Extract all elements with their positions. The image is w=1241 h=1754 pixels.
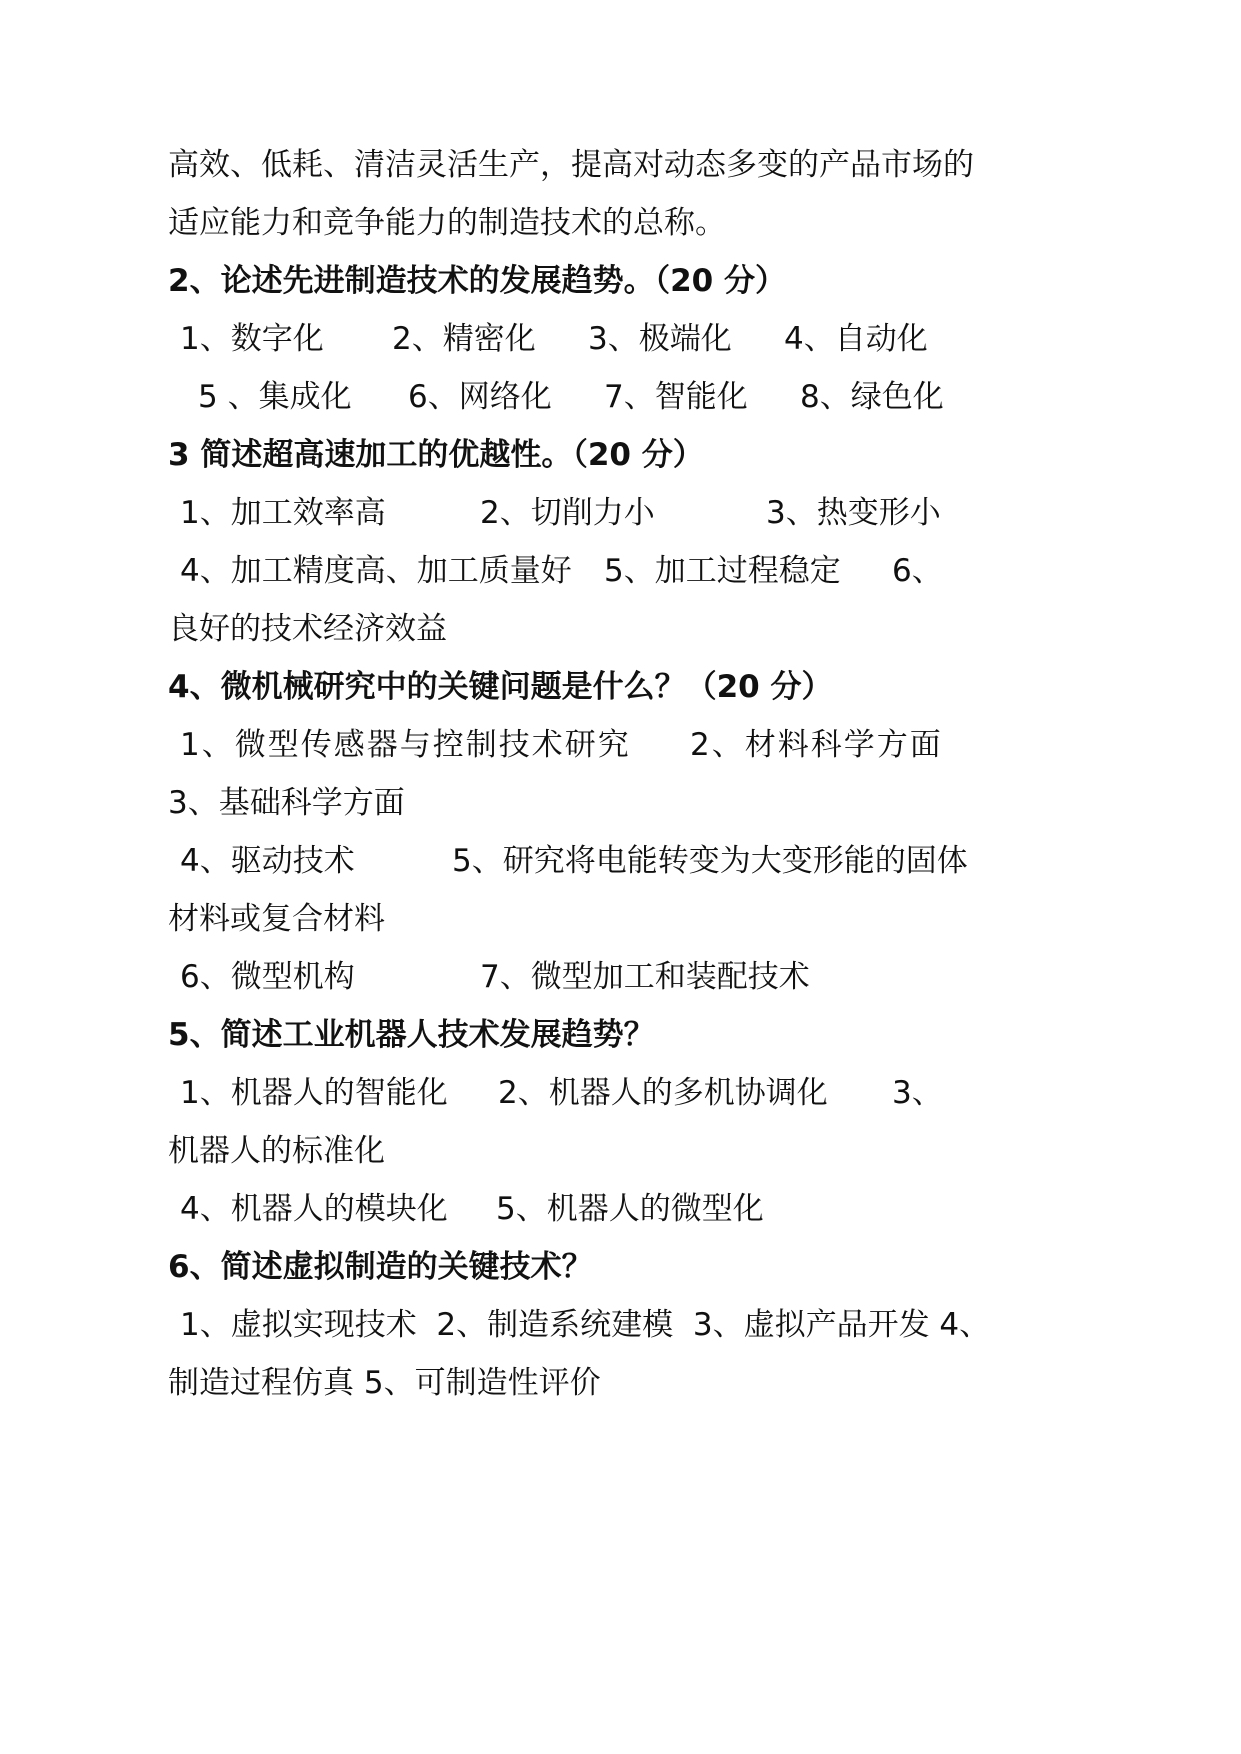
answer-item: 4、加工精度高、加工质量好: [180, 553, 572, 589]
question-5-answer-wrap: 机器人的标准化: [168, 1133, 385, 1169]
answer-item: 5、加工过程稳定: [604, 553, 841, 589]
question-4-answer-row-1: [180, 720, 960, 770]
question-3-answer-row-2: [180, 546, 960, 596]
answer-item: 4、驱动技术: [180, 843, 355, 879]
question-4-answer-wrap: 材料或复合材料: [168, 901, 385, 937]
question-5-answer-row-1: [180, 1068, 960, 1118]
answer-item: 7、微型加工和装配技术: [480, 959, 810, 995]
question-4-heading: 4、微机械研究中的关键问题是什么？（20 分）: [168, 669, 833, 705]
answer-item: 1、加工效率高: [180, 495, 386, 531]
answer-item: 5 、集成化: [198, 379, 352, 415]
question-3-heading: 3 简述超高速加工的优越性。（20 分）: [168, 437, 704, 473]
answer-item: 4、机器人的模块化: [180, 1191, 448, 1227]
question-3-answer-wrap: 良好的技术经济效益: [168, 611, 447, 647]
question-4-answer-row-3: [180, 836, 968, 886]
question-2-answer-row-2: [198, 372, 958, 422]
answer-item: 5、机器人的微型化: [496, 1191, 764, 1227]
answer-item: 3、: [892, 1075, 943, 1111]
answer-item: 2、机器人的多机协调化: [498, 1075, 828, 1111]
question-4-answer-row-4: [180, 952, 960, 1002]
answer-item: 6、: [892, 553, 943, 589]
question-3-answer-row-1: [180, 488, 960, 538]
answer-item: 2、切削力小: [480, 495, 655, 531]
answer-item: 4、自动化: [784, 321, 928, 357]
question-5-heading: 5、简述工业机器人技术发展趋势？: [168, 1017, 655, 1053]
intro-line-1: 高效、低耗、清洁灵活生产，提高对动态多变的产品市场的: [168, 147, 974, 183]
question-2-answer-row-1: [180, 314, 960, 364]
answer-item: 5、研究将电能转变为大变形能的固体: [452, 843, 968, 879]
answer-item: 1、数字化: [180, 321, 324, 357]
answer-item: 2、精密化: [392, 321, 536, 357]
question-5-answer-row-2: [180, 1184, 960, 1234]
answer-item: 3、热变形小: [766, 495, 941, 531]
question-6-heading: 6、简述虚拟制造的关键技术？: [168, 1249, 593, 1285]
intro-line-2: 适应能力和竞争能力的制造技术的总称。: [168, 205, 726, 241]
answer-item: 6、微型机构: [180, 959, 355, 995]
answer-item: 3、极端化: [588, 321, 732, 357]
answer-item: 1、微型传感器与控制技术研究: [180, 727, 631, 763]
question-6-answer-line-2: 制造过程仿真 5、可制造性评价: [168, 1365, 601, 1401]
question-4-answer-row-2: 3、基础科学方面: [168, 785, 405, 821]
answer-item: 8、绿色化: [800, 379, 944, 415]
question-2-heading: 2、论述先进制造技术的发展趋势。（20 分）: [168, 263, 786, 299]
answer-item: 7、智能化: [604, 379, 748, 415]
question-6-answer-line-1: 1、虚拟实现技术 2、制造系统建模 3、虚拟产品开发 4、: [180, 1307, 991, 1343]
answer-item: 6、网络化: [408, 379, 552, 415]
answer-item: 2、材料科学方面: [690, 727, 943, 763]
answer-item: 1、机器人的智能化: [180, 1075, 448, 1111]
